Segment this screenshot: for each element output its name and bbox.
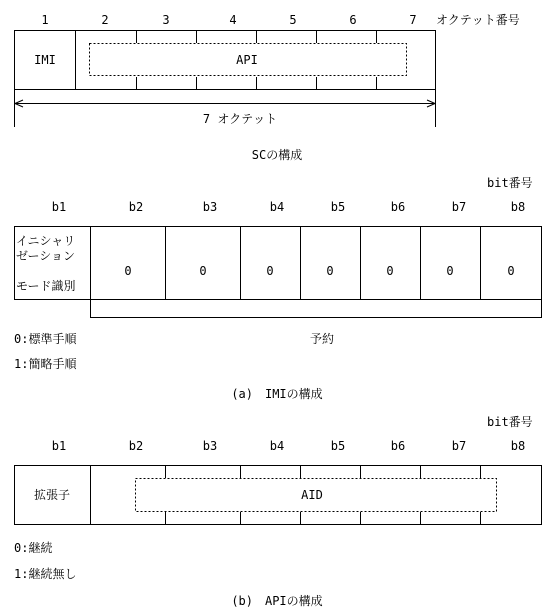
imi-bit-number-label: bit番号 (487, 176, 533, 190)
api-section (14, 414, 542, 608)
api-bit-b8: b8 (510, 439, 526, 453)
octet-number-5: 5 (289, 13, 297, 27)
imi-caption: (a) IMIの構成 (231, 387, 323, 401)
api-bit-number-label: bit番号 (487, 415, 533, 429)
octet-number-2: 2 (101, 13, 109, 27)
api-caption: (b) APIの構成 (231, 594, 323, 608)
sc-frame (15, 31, 436, 90)
imi-frame (15, 227, 542, 300)
api-bit-b2: b2 (128, 439, 144, 453)
imi-b1-line-2: ゼーション (16, 249, 76, 263)
imi-bit-b2: b2 (128, 200, 144, 214)
api-bit-b4: b4 (269, 439, 285, 453)
imi-b1-line-1: イニシャリ (16, 234, 76, 248)
api-bit-b7: b7 (451, 439, 467, 453)
api-bit-b1: b1 (51, 439, 67, 453)
imi-b1-line-3: モード識別 (16, 279, 76, 293)
api-bit-b3: b3 (202, 439, 218, 453)
imi-bit-b5: b5 (330, 200, 346, 214)
imi-bit-b8: b8 (510, 200, 526, 214)
api-frame (15, 466, 542, 525)
imi-value-b3: 0 (199, 264, 207, 278)
api-b1-label: 拡張子 (33, 488, 71, 502)
imi-bit-b1: b1 (51, 200, 67, 214)
imi-value-b5: 0 (326, 264, 334, 278)
aid-label: AID (301, 488, 323, 502)
octet-number-4: 4 (229, 13, 237, 27)
imi-value-b6: 0 (386, 264, 394, 278)
sc-section (15, 12, 520, 162)
imi-bit-b3: b3 (202, 200, 218, 214)
imi-section (14, 175, 542, 401)
imi-value-b2: 0 (124, 264, 132, 278)
imi-value-b7: 0 (446, 264, 454, 278)
api-label: API (236, 53, 258, 67)
imi-bit-b4: b4 (269, 200, 285, 214)
octet-number-1: 1 (41, 13, 49, 27)
api-bit-b5: b5 (330, 439, 346, 453)
api-legend-0: 0:継続 (14, 541, 53, 555)
imi-label: IMI (34, 53, 56, 67)
imi-value-b8: 0 (507, 264, 515, 278)
length-label: 7 オクテット (202, 112, 278, 126)
imi-legend-0: 0:標準手順 (14, 332, 77, 346)
api-bit-b6: b6 (390, 439, 406, 453)
octet-number-6: 6 (349, 13, 357, 27)
octet-number-3: 3 (162, 13, 170, 27)
imi-legend-1: 1:簡略手順 (14, 357, 77, 371)
octet-number-label: オクテット番号 (436, 13, 520, 27)
octet-number-7: 7 (409, 13, 417, 27)
imi-value-b4: 0 (266, 264, 274, 278)
api-legend-1: 1:継続無し (14, 567, 77, 581)
reserved-label: 予約 (309, 332, 335, 346)
sc-caption: SCの構成 (251, 148, 303, 162)
imi-bit-b6: b6 (390, 200, 406, 214)
imi-bit-b7: b7 (451, 200, 467, 214)
